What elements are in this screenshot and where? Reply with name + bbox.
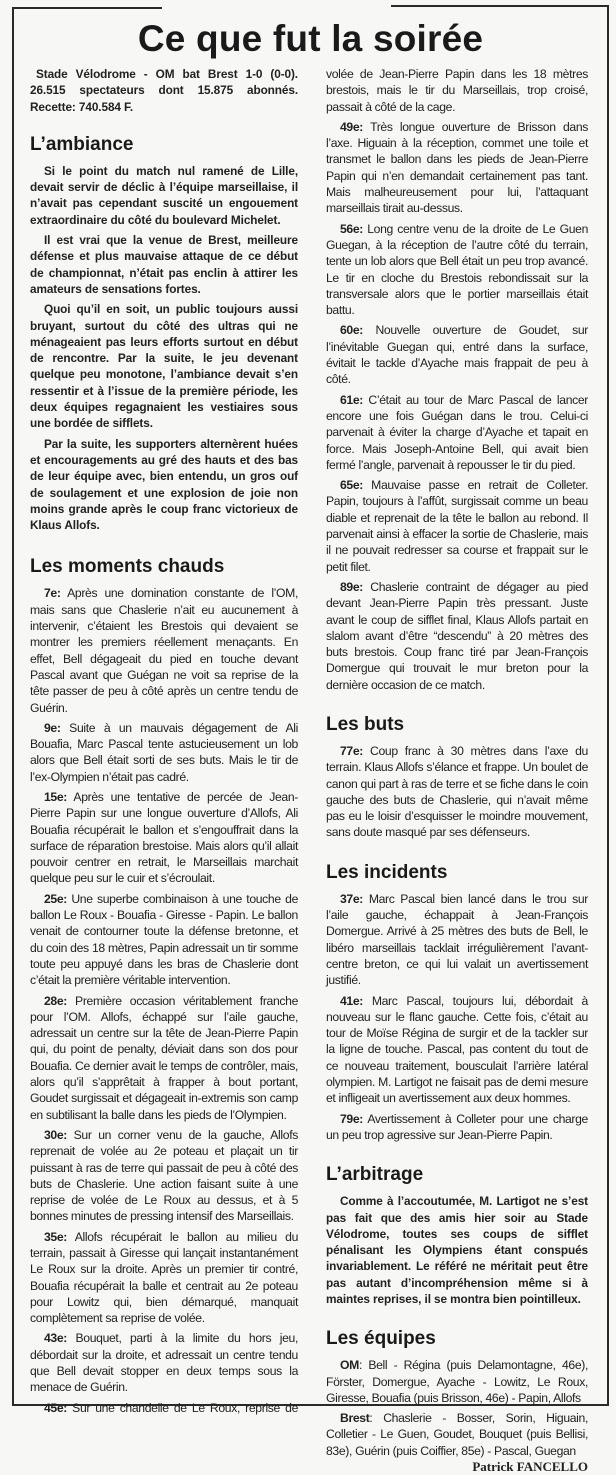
moment-entry: [326, 477, 588, 575]
moment-text: Chaslerie contraint de dégager au pied devant Jean-Pierre Papin très pressant. Juste avant le coup de sifflet final, Klaus Allofs partait en slalom avant d’être “descendu” à 20 mètres des buts brestois. Coup franc tiré par Jean-François Domergue qui trouvait le mur breton pour la dernière occasion de ce match.: [326, 579, 588, 692]
goal-text: Coup franc à 30 mètres dans l’axe du terrain. Klaus Allofs s’élance et frappe. Un boulet de canon qui part à ras de terre et se fiche dans le coin gauche des buts de Chaslerie, qui n’avait même pas eu le loisir d’esquisser le moindre mouvement, sans doute masqué par ses défenseurs.: [326, 743, 588, 840]
moment-text: Suite à un mauvais dégagement de Ali Bouafia, Marc Pascal tente astucieusement un lob alors que Bell était sorti de ses buts. Mais le tir de l’ex-Olympien n’était pas cadré.: [30, 720, 298, 784]
moment-entry: [30, 993, 298, 1123]
moment-text: Sur une chandelle de Le Roux, reprise de: [67, 1400, 298, 1415]
moment-minute: 43e:: [44, 1331, 67, 1346]
frame-left-border: [12, 7, 14, 1405]
section-heading-incidents: Les incidents: [326, 861, 448, 883]
incident-entry: [326, 1111, 588, 1144]
frame-top-line-left: [12, 7, 162, 9]
section-heading-buts: Les buts: [326, 713, 405, 735]
right-column: [326, 66, 588, 1475]
section-heading-moments-chauds: Les moments chauds: [30, 556, 225, 578]
moment-minute: 89e:: [340, 579, 363, 594]
moment-minute: 9e:: [44, 720, 61, 735]
section-heading-ambiance: L’ambiance: [30, 133, 134, 155]
ambiance-paragraph: Quoi qu’il en soit, un public toujours aussi bruyant, surtout du côté des ultras qui ne ménageaient pas leurs efforts surtout en début de rencontre. Par la suite, le jeu devenant quelque peu monotone, l’ambiance devait s’en ressentir et à l’issue de la première période, les deux équipes regagnaient les vestiaires sous une bordée de sifflets.: [30, 302, 298, 431]
moment-entry: [326, 119, 588, 217]
moment-text: Sur un corner venu de la gauche, Allofs reprenait de volée au 2e poteau et plaçait un tir puissant à ras de terre qui passait de peu à côté des buts de Chaslerie. Une action faisant suite à une reprise de volée de Le Roux au dessus, et à 5 bonnes minutes de pressing intensif des Marseillais.: [30, 1127, 298, 1224]
moment-text: Long centre venu de la droite de Le Guen Guegan, à la réception de l’autre côté du terrain, tente un lob alors que Bell était un peu trop avancé. Le tir en cloche du Brestois rebondissait sur la transversale alors que le portier marseillais était battu.: [326, 221, 588, 318]
moment-entry-continued: [30, 1400, 298, 1416]
section-heading-equipes: Les équipes: [326, 1328, 436, 1350]
ambiance-paragraph: Il est vrai que la venue de Brest, meilleure défense et plus mauvaise attaque de ce début de championnat, n’était pas enclin à attirer les amateurs de sensations fortes.: [30, 233, 298, 296]
moment-text: Première occasion véritablement franche pour l’OM. Allofs, échappé sur l’aile gauche, adressait un centre sur la tête de Jean-Pierre Papin qui, du point de penalty, déviait dans son dos pour Bouafia. Ce dernier avait le temps de contrôler, mais, alors qu’il s’apprêtait à frapper à bout portant, Goudet surgissait et dégageait in-extremis son camp en subtilisant la balle dans les pieds de l’Olympien.: [30, 993, 298, 1122]
frame-right-border: [607, 5, 609, 1405]
team-players: : Bell - Régina (puis Delamontagne, 46e), Förster, Domergue, Ayache - Lowitz, Le Roux, Giresse, Bouafia (puis Brisson, 46e) - Papin, Allofs: [326, 1358, 588, 1405]
incident-entry: [326, 993, 588, 1107]
moment-entry: [30, 1229, 298, 1327]
incident-entry: [326, 891, 588, 989]
incident-text: Marc Pascal bien lancé dans le trou sur l’aile gauche, échappait à Jean-François Domergue. Arrivé à 25 mètres des buts de Bell, le libéro marseillais tacklait irrégulièrement l’avant-centre breton, ce qui lui valait un avertissement justifié.: [326, 891, 588, 988]
moment-minute: 35e:: [44, 1229, 67, 1244]
incident-minute: 41e:: [340, 993, 363, 1008]
section-heading-arbitrage: L’arbitrage: [326, 1164, 424, 1186]
moment-text: Après une domination constante de l’OM, mais sans que Chaslerie n’ait eu aucunement à intervenir, c’étaient les Brestois qui devaient se montrer les premiers réellement menaçants. En effet, Bell dégageait du pied en touche devant Pascal avant que Guégan ne voit sa reprise de la tête passer de peu à côté après un centre tendu de Guérin.: [30, 586, 298, 715]
left-column: [30, 66, 298, 1420]
moment-text: Allofs récupérait le ballon au milieu du terrain, passait à Giresse qui lançait instantanément Le Roux sur la droite. Après un premier tir contré, Bouafia récupérait la balle et centrait au 2e poteau pour Lowitz qui, bien démarqué, manquait complètement sa reprise de volée.: [30, 1229, 298, 1326]
moment-minute: 15e:: [44, 789, 67, 804]
intro-paragraph: Stade Vélodrome - OM bat Brest 1-0 (0-0). 26.515 spectateurs dont 15.875 abonnés. Recette: 740.584 F.: [30, 67, 298, 114]
team-players: : Chaslerie - Bosser, Sorin, Higuain, Colletier - Le Guen, Goudet, Bouquet (puis Bellisi, 83e), Guérin (puis Coiffier, 85e) - Pascal, Guegan: [326, 1411, 588, 1458]
moment-entry: [326, 392, 588, 473]
incident-minute: 37e:: [340, 891, 363, 906]
moment-minute: 25e:: [44, 891, 67, 906]
ambiance-paragraph: Si le point du match nul ramené de Lille, devait servir de déclic à l’équipe marseillaise, il n’avait pas cependant suscité un engouement extraordinaire du côté du boulevard Michelet.: [30, 163, 298, 227]
incident-text: Marc Pascal, toujours lui, débordait à nouveau sur le flanc gauche. Cette fois, c’était au tour de Moïse Régina de surgir et de la tackler sur la ligne de touche. Pascal, pas content du tout de ce nouveau traitement, bousculait l’arrière latéral olympien. M. Lartigot ne faisait pas de demi mesure et infligeait un avertissement aux deux hommes.: [326, 993, 588, 1106]
incident-minute: 79e:: [340, 1111, 363, 1126]
moment-text: Bouquet, parti à la limite du hors jeu, débordait sur la droite, et adressait un centre tendu que Bell devait stopper en deux temps sous la menace de Guérin.: [30, 1331, 298, 1395]
author-signature: Patrick FANCELLO: [472, 1459, 588, 1475]
team-name: Brest: [340, 1411, 370, 1426]
ambiance-paragraph: Par la suite, les supporters alternèrent huées et encouragements au gré des hauts et des bas de leur équipe avec, bien entendu, un gros ouf de soulagement et une explosion de joie non moins grande après le coup franc victorieux de Klaus Allofs.: [30, 436, 298, 533]
moment-text: Mauvaise passe en retrait de Colleter. Papin, toujours à l’affût, surgissait comme un beau diable et reprenait de la tête le ballon au rebond. Il parvenait ainsi à effacer la sortie de Chaslerie, mais il ne pouvait redresser sa course et frappait sur le petit filet.: [326, 478, 588, 574]
moment-minute: 30e:: [44, 1127, 67, 1142]
moment-minute: 61e:: [340, 392, 363, 407]
moment-entry: [326, 579, 588, 693]
moment-entry-continuation: [326, 66, 588, 115]
moment-text: Une superbe combinaison à une touche de ballon Le Roux - Bouafia - Giresse - Papin. Le ballon venait de contourner toute la défense bretonne, et du coin des 18 mètres, Papin adressait un tir somme toute peu appuyé dans les bras de Chaslerie dont c’était la première véritable intervention.: [30, 891, 298, 988]
goal-minute: 77e:: [340, 743, 363, 758]
incident-text: Avertissement à Colleter pour une charge un peu trop agressive sur Jean-Pierre Papin.: [326, 1111, 588, 1142]
moment-minute: 7e:: [44, 586, 61, 601]
team-lineup-brest: [326, 1410, 588, 1459]
moment-entry: [30, 585, 298, 715]
moment-entry: [30, 720, 298, 785]
moment-minute: 45e:: [44, 1400, 67, 1415]
moment-entry: [30, 1330, 298, 1395]
moment-text: Nouvelle ouverture de Goudet, sur l’inévitable Guegan qui, entré dans la surface, évitait le tackle d’Ayache mais frappait de peu à côté.: [326, 323, 588, 387]
moment-text: Très longue ouverture de Brisson dans l’axe. Higuain à la réception, commet une toile et transmet le ballon dans les pieds de Jean-Pierre Papin qui n’en demandait certainement pas tant. Mais malheureusement pour lui, l’attaquant marseillais tirait au-dessus.: [326, 119, 588, 216]
article-title: Ce que fut la soirée: [137, 18, 484, 59]
moment-minute: 49e:: [340, 119, 363, 134]
moment-entry: [326, 322, 588, 387]
moment-text: volée de Jean-Pierre Papin dans les 18 mètres brestois, mais le tir du Marseillais, trop croisé, passait à côté de la cage.: [326, 67, 588, 114]
team-lineup-om: [326, 1357, 588, 1406]
moment-minute: 56e:: [340, 221, 363, 236]
moment-minute: 28e:: [44, 993, 67, 1008]
moment-entry: [326, 221, 588, 319]
moment-text: Après une tentative de percée de Jean-Pierre Papin sur une longue ouverture d’Allofs, Ali Bouafia récupérait le ballon et s’engouffrait dans la surface de réparation brestoise. Mais alors qu’il allait pouvoir centrer en retrait, le Marseillais marchait quelque peu sur le cuir et s’écroulait.: [30, 789, 298, 886]
moment-minute: 60e:: [340, 323, 363, 338]
frame-top-line-right: [391, 5, 609, 7]
moment-entry: [30, 1127, 298, 1225]
moment-minute: 65e:: [340, 478, 363, 493]
moment-entry: [30, 891, 298, 989]
moment-text: C’était au tour de Marc Pascal de lancer encore une fois Guégan dans le trou. Celui-ci parvenait à éviter la charge d’Ayache et tapait en force. Mais Joseph-Antoine Bell, qui avait bien fermé l’angle, parvenait à repousser le tir du pied.: [326, 392, 588, 472]
arbitrage-paragraph: Comme à l’accoutumée, M. Lartigot ne s’est pas fait que des amis hier soir au Stade Vélodrome, toutes ses coups de sifflet pénalisant les Olympiens étant conspués invariablement. Le référé ne méritait peut être pas autant d’incompréhension même si à maintes reprises, il se montra bien pointilleux.: [326, 1194, 588, 1306]
team-name: OM: [340, 1358, 359, 1373]
goal-entry: [326, 743, 588, 841]
moment-entry: [30, 789, 298, 887]
